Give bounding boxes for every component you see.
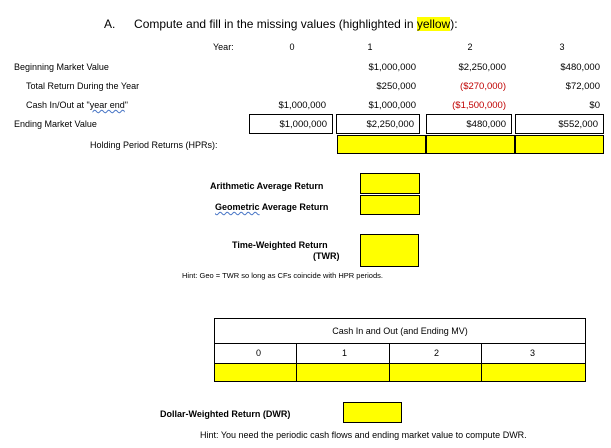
cash-input-3[interactable] [482,363,585,381]
year-0: 0 [289,42,295,52]
ending-cell-y1: $2,250,000 [336,114,420,134]
beginning-y3: $480,000 [560,62,600,73]
cash-flow-label: Cash In/Out at "year end" [26,100,128,110]
cash-flow-y2: ($1,500,000) [452,100,506,111]
heading-highlight-word: yellow [416,17,451,31]
arithmetic-average-label: Arithmetic Average Return [210,181,324,191]
twr-label-line2: (TWR) [313,251,340,261]
beginning-market-value-label: Beginning Market Value [14,62,109,72]
heading-text: Compute and fill in the missing values (highlighted in [134,17,417,31]
ending-cell-y0: $1,000,000 [249,114,333,134]
cash-input-1[interactable] [297,363,390,381]
cash-table-title: Cash In and Out (and Ending MV) [332,326,468,336]
beginning-y1: $1,000,000 [368,62,416,73]
year-label: Year: [213,42,234,52]
ending-cell-y2: $480,000 [426,114,512,134]
dwr-hint: Hint: You need the periodic cash flows and ending market value to compute DWR. [200,430,527,440]
cash-flow-y1: $1,000,000 [368,100,416,111]
cash-table [214,318,586,382]
dwr-label: Dollar-Weighted Return (DWR) [160,409,291,419]
arithmetic-average-input[interactable] [360,173,420,194]
year-end-spellcheck: year end [89,100,125,110]
hpr-label: Holding Period Returns (HPRs): [90,140,218,150]
period-0: 0 [215,343,297,363]
year-2: 2 [467,42,473,52]
cash-input-2[interactable] [390,363,482,381]
dwr-input[interactable] [343,402,402,423]
ending-cell-y3: $552,000 [515,114,604,134]
cash-flow-y3: $0 [589,100,600,111]
beginning-y2: $2,250,000 [458,62,506,73]
twr-label-line1: Time-Weighted Return [232,240,328,250]
ending-market-value-label: Ending Market Value [14,119,97,129]
heading-text-after: ): [450,17,458,31]
twr-hint: Hint: Geo = TWR so long as CFs coincide with HPR periods. [182,271,383,280]
geometric-average-label: Geometric Average Return [215,202,329,212]
hpr-input-y1[interactable] [337,135,426,154]
year-3: 3 [559,42,565,52]
period-3: 3 [530,348,536,358]
hpr-input-y3[interactable] [515,135,604,154]
total-return-y1: $250,000 [376,81,416,92]
period-2: 2 [390,343,482,363]
period-1: 1 [297,343,390,363]
cash-flow-y0: $1,000,000 [278,100,326,111]
twr-input[interactable] [360,234,419,267]
section-heading [104,17,458,31]
heading-prefix: A. [104,17,116,31]
geometric-average-input[interactable] [360,195,420,215]
cash-input-0[interactable] [215,363,297,381]
total-return-y2: ($270,000) [460,81,506,92]
total-return-y3: $72,000 [565,81,600,92]
geometric-spellcheck: Geometric [215,202,260,212]
hpr-input-y2[interactable] [426,135,515,154]
year-1: 1 [367,42,373,52]
total-return-label: Total Return During the Year [26,81,140,91]
